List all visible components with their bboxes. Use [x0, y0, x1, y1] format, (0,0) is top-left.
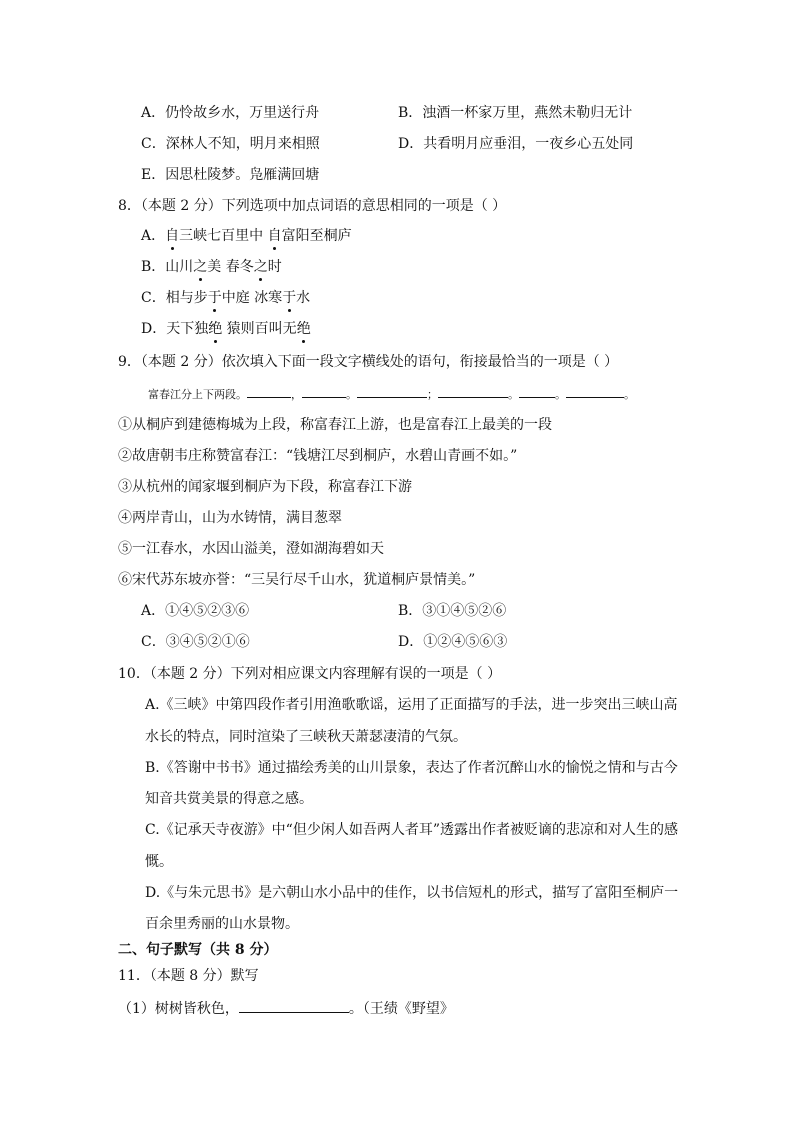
q9-stem: 9．（本题 2 分）依次填入下面一段文字横线处的语句，衔接最恰当的一项是（ ） — [118, 354, 619, 370]
dotted-word: 之 — [253, 259, 268, 275]
dotted-word: 之 — [193, 259, 208, 275]
q9-passage: 富春江分上下两段。 ， 。 ； 。 。 。 — [148, 383, 635, 405]
q9-option-a: A．①④⑤②③⑥ — [141, 603, 250, 619]
q9-item-3: ③从杭州的闻家堰到桐庐为下段，称富春江下游 — [118, 479, 412, 495]
answer-blank[interactable] — [302, 383, 346, 398]
q7-option-b: B．浊酒一杯家万里，燕然未勒归无计 — [398, 105, 633, 121]
q10-option-d-line2: 百余里秀丽的山水景物。 — [145, 916, 299, 932]
q9-item-6: ⑥宋代苏东坡亦誉：“三吴行尽千山水，犹道桐庐景情美。” — [118, 572, 476, 588]
q9-item-4: ④两岸青山，山为水铸情，满目葱翠 — [118, 510, 342, 526]
answer-blank[interactable] — [566, 383, 624, 398]
q10-option-c-line2: 慨。 — [145, 854, 173, 870]
q10-option-a-line2: 水长的特点，同时渲染了三峡秋天萧瑟凄清的气氛。 — [145, 729, 467, 745]
q9-option-c: C．③④⑤②①⑥ — [141, 634, 250, 650]
q7-option-d: D．共看明月应垂泪，一夜乡心五处同 — [398, 136, 634, 152]
dotted-word: 绝 — [296, 321, 311, 337]
q8-option-a: A．自三峡七百里中 自富阳至桐庐 — [141, 228, 352, 244]
answer-blank[interactable] — [357, 383, 427, 398]
q7-option-a: A．仍怜故乡水，万里送行舟 — [141, 105, 320, 121]
q10-option-b-line1: B.《答谢中书书》通过描绘秀美的山川景象，表达了作者沉醉山水的愉悦之情和与古今 — [145, 760, 678, 776]
q10-option-a-line1: A.《三峡》中第四段作者引用渔歌歌谣，运用了正面描写的手法，进一步突出三峡山高 — [145, 697, 678, 713]
q10-option-c-line1: C.《记承天寺夜游》中“但少闲人如吾两人者耳”透露出作者被贬谪的悲凉和对人生的感 — [145, 822, 678, 838]
answer-blank[interactable] — [438, 383, 508, 398]
section-title: 二、句子默写（共 8 分） — [118, 942, 278, 958]
dotted-word: 于 — [282, 290, 297, 306]
dotted-word: 自 — [267, 228, 282, 244]
q8-option-c: C．相与步于中庭 冰寒于水 — [141, 290, 311, 306]
q9-option-b: B．③①④⑤②⑥ — [398, 603, 507, 619]
answer-blank[interactable] — [239, 998, 349, 1013]
q9-item-1: ①从桐庐到建德梅城为上段，称富春江上游，也是富春江上最美的一段 — [118, 417, 552, 433]
q9-item-2: ②故唐朝韦庄称赞富春江：“钱塘江尽到桐庐，水碧山青画不如。” — [118, 448, 518, 464]
q10-stem: 10．（本题 2 分）下列对相应课文内容理解有误的一项是（ ） — [118, 666, 502, 682]
dotted-word: 自 — [165, 228, 180, 244]
q9-item-5: ⑤一江春水，水因山溢美，澄如湖海碧如天 — [118, 541, 384, 557]
q8-option-b: B．山川之美 春冬之时 — [141, 259, 282, 275]
answer-blank[interactable] — [247, 383, 291, 398]
dotted-word: 绝 — [208, 321, 223, 337]
q10-option-b-line2: 知音共赏美景的得意之感。 — [145, 791, 313, 807]
q11-stem: 11．（本题 8 分）默写 — [118, 968, 259, 984]
q7-option-c: C．深林人不知，明月来相照 — [141, 136, 320, 152]
q7-option-e: E．因思杜陵梦。凫雁满回塘 — [141, 167, 320, 183]
q10-option-d-line1: D.《与朱元思书》是六朝山水小品中的佳作，以书信短札的形式，描写了富阳至桐庐一 — [145, 885, 679, 901]
q11-part-1: （1）树树皆秋色， 。（王绩《野望》 — [118, 998, 454, 1019]
answer-blank[interactable] — [519, 383, 555, 398]
q8-stem: 8．（本题 2 分）下列选项中加点词语的意思相同的一项是（ ） — [118, 198, 507, 214]
dotted-word: 于 — [207, 290, 222, 306]
q9-option-d: D．①②④⑤⑥③ — [398, 634, 508, 650]
q8-option-d: D．天下独绝 猿则百叫无绝 — [141, 321, 311, 337]
